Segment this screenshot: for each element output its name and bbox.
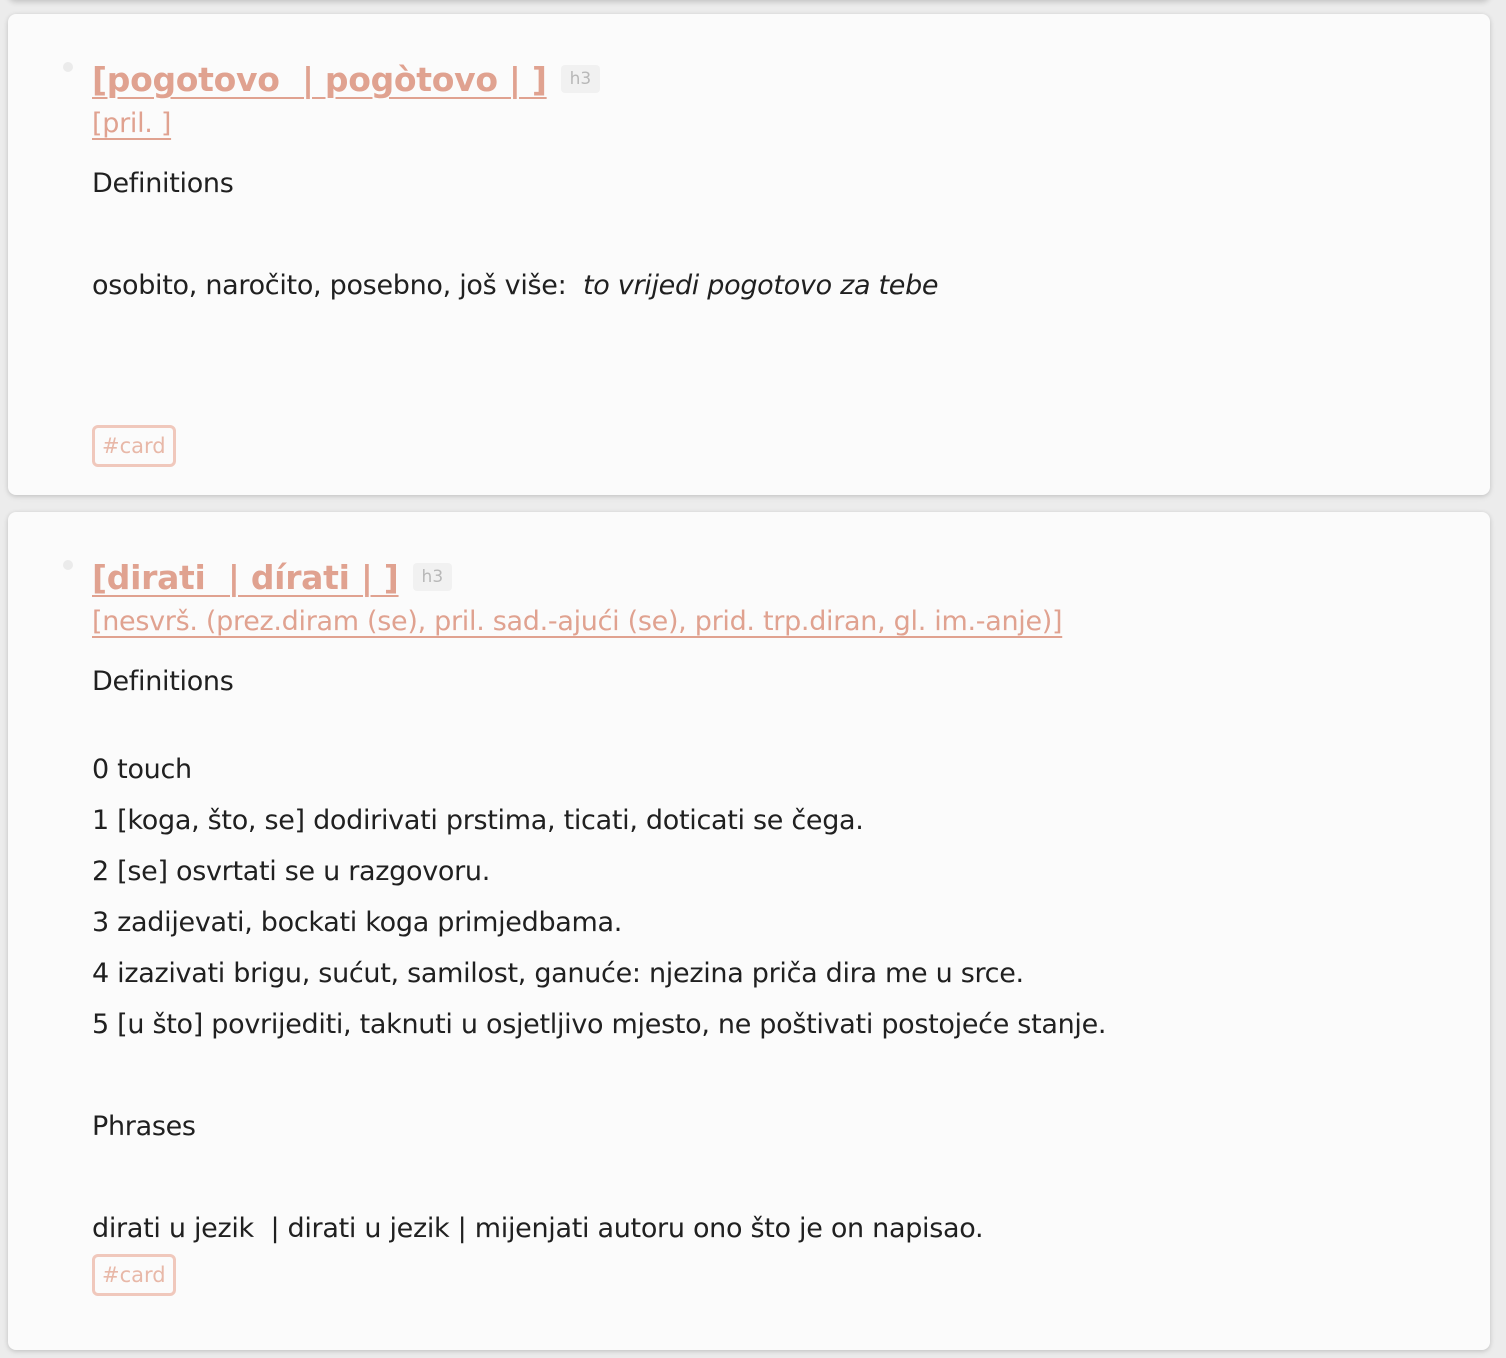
definitions-label: Definitions: [92, 666, 234, 697]
definition-item: 0 touch: [92, 754, 192, 785]
heading-row: [92, 54, 1450, 104]
definition-item: 2 [se] osvrtati se u razgovoru.: [92, 856, 490, 887]
definition-item: 4 izazivati brigu, sućut, samilost, ganuće: njezina priča dira me u srce.: [92, 958, 1024, 989]
card-tag[interactable]: #card: [92, 1254, 176, 1296]
definition-line: [92, 260, 1450, 311]
block-bullet[interactable]: [63, 560, 73, 570]
flashcard-block: [8, 14, 1490, 495]
heading-level-badge: h3: [561, 65, 601, 93]
phrases-label: Phrases: [92, 1111, 196, 1142]
blank-line: [92, 209, 1450, 260]
block-content[interactable]: [92, 552, 1450, 1296]
spacer: [92, 311, 1450, 425]
block-bullet[interactable]: [63, 62, 73, 72]
card-tag[interactable]: #card: [92, 425, 176, 467]
blank-line: [92, 707, 1450, 744]
heading-row: [92, 552, 1450, 602]
blank-line: [92, 1050, 1450, 1101]
heading-level-badge: h3: [413, 563, 453, 591]
definition-item: 1 [koga, što, se] dodirivati prstima, ticati, doticati se čega.: [92, 805, 864, 836]
block-content[interactable]: [92, 54, 1450, 467]
blank-line: [92, 1152, 1450, 1203]
flashcard-block: [8, 512, 1490, 1350]
definition-example: to vrijedi pogotovo za tebe: [582, 270, 939, 301]
phrase-line: dirati u jezik | dirati u jezik | mijenjati autoru ono što je on napisao.: [92, 1213, 984, 1244]
definition-text: osobito, naročito, posebno, još više:: [92, 270, 583, 301]
definitions-label: Definitions: [92, 168, 234, 199]
grammar-link[interactable]: [nesvrš. (prez.diram (se), pril. sad.-ajući (se), prid. trp.diran, gl. im.-anje)]: [92, 606, 1063, 637]
word-heading-link[interactable]: [dirati | dírati | ]: [92, 557, 399, 597]
word-heading-link[interactable]: [pogotovo | pogòtovo | ]: [92, 59, 547, 99]
definition-item: 3 zadijevati, bockati koga primjedbama.: [92, 907, 623, 938]
grammar-link[interactable]: [pril. ]: [92, 108, 172, 139]
definition-item: 5 [u što] povrijediti, taknuti u osjetljivo mjesto, ne poštivati postojeće stanje.: [92, 1009, 1107, 1040]
